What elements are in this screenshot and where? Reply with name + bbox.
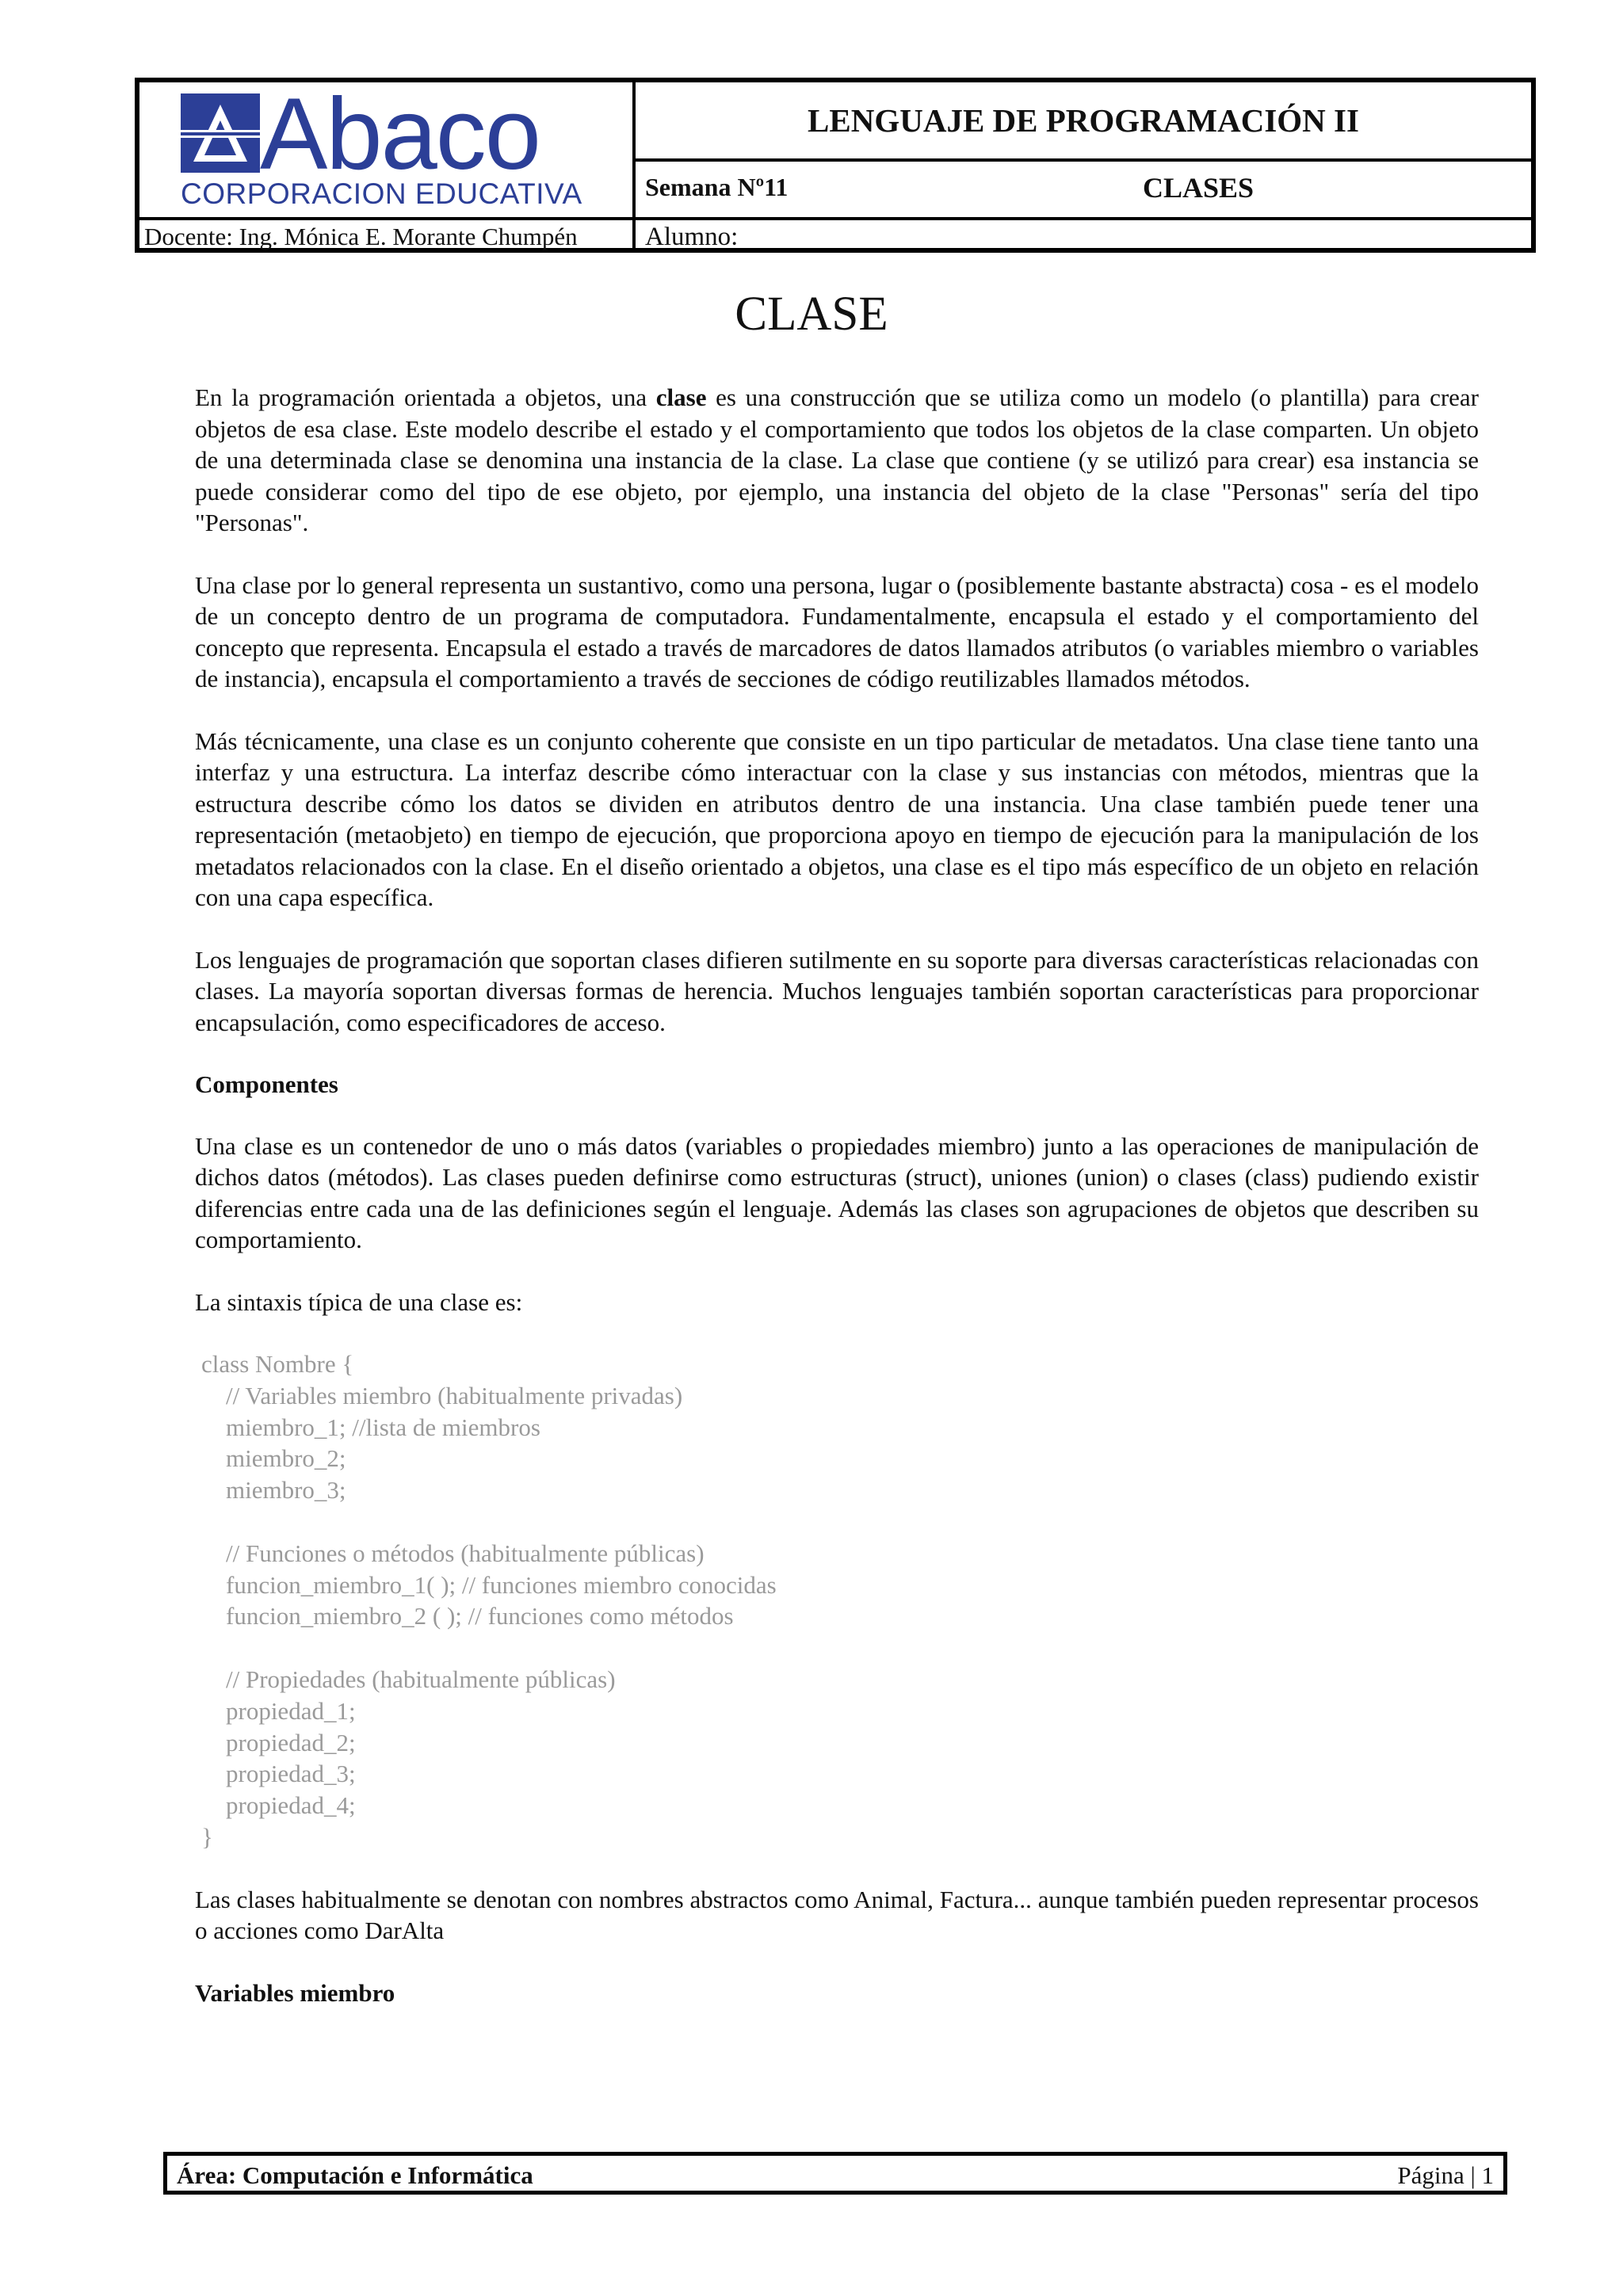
page-title: CLASE <box>735 288 888 341</box>
teacher-name: Docente: Ing. Mónica E. Morante Chumpén <box>139 220 636 248</box>
teacher-row <box>139 217 1531 251</box>
week-row <box>636 162 1531 217</box>
abaco-logo-icon <box>181 93 260 177</box>
code-block: class Nombre { // Variables miembro (habitualmente privadas) miembro_1; //lista de miembros miembro_2; miembro_3; // Funciones o métodos (habitualmente públicas) funcion_miembro_1( ); // funciones miembro conocidas funcion_miembro_2 ( ); // funciones como métodos // Propiedades (habitualmente públicas) propiedad_1; propiedad_2; propiedad_3; propiedad_4; } <box>201 1350 777 1851</box>
document-body <box>195 382 1479 2039</box>
paragraph-2: Una clase por lo general representa un sustantivo, como una persona, lugar o (posiblemente bastante abstracta) cosa - es el modelo de un concepto dentro de un programa de computadora. Fundamentalmente, encapsula el estado y el comportamiento del concepto que representa. Encapsula el estado a través de marcadores de datos llamados atributos (o variables miembro o variables de instancia), encapsula el comportamiento a través de secciones de código reutilizables llamados métodos. <box>195 570 1479 692</box>
week-label: Semana Nº11 <box>645 173 789 201</box>
logo-wordmark: Abaco <box>260 78 540 191</box>
heading-variables-miembro: Variables miembro <box>195 1978 395 2007</box>
abaco-logo <box>181 78 593 212</box>
topic-label: CLASES <box>1143 172 1254 204</box>
student-label: Alumno: <box>645 223 739 251</box>
paragraph-intro: En la programación orientada a objetos, una clase es una construcción que se utiliza como un modelo (o plantilla) para crear objetos de esa clase. Este modelo describe el estado y el comportamiento que todos los objetos de la clase comparten. Un objeto de una determinada clase se denomina una instancia de la clase. La clase que contiene (y se utilizó para crear) esa instancia se puede considerar como del tipo de ese objeto, por ejemplo, una instancia del objeto de la clase "Personas" sería del tipo "Personas". <box>195 383 1479 536</box>
header-table <box>135 78 1536 253</box>
logo-subtitle: CORPORACION EDUCATIVA <box>181 177 582 210</box>
paragraph-7: Las clases habitualmente se denotan con nombres abstractos como Animal, Factura... aunque también pueden representar procesos o acciones como DarAlta <box>195 1885 1479 1945</box>
paragraph-3: Más técnicamente, una clase es un conjunto coherente que consiste en un tipo particular de metadatos. Una clase tiene tanto una interfaz y una estructura. La interfaz describe cómo interactuar con la clase y sus instancias con métodos, mientras que la estructura describe cómo los datos se dividen en atributos dentro de una instancia. Una clase también puede tener una representación (metaobjeto) en tiempo de ejecución, que proporciona apoyo en tiempo de ejecución para la manipulación de los metadatos relacionados con la clase. En el diseño orientado a objetos, una clase es el tipo más específico de un objeto en relación con una capa específica. <box>195 727 1479 911</box>
paragraph-6: La sintaxis típica de una clase es: <box>195 1287 523 1316</box>
keyword-clase: clase <box>655 383 707 411</box>
logo-cell <box>139 78 636 217</box>
footer-area: Área: Computación e Informática <box>177 2161 533 2189</box>
page-number: Página | 1 <box>1397 2161 1494 2189</box>
paragraph-4: Los lenguajes de programación que soportan clases difieren sutilmente en su soporte para diversas características relacionadas con clases. La mayoría soportan diversas formas de herencia. Muchos lenguajes también soportan características para proporcionar encapsulación, como especificadores de acceso. <box>195 945 1479 1036</box>
paragraph-5: Una clase es un contenedor de uno o más datos (variables o propiedades miembro) junto a las operaciones de manipulación de dichos datos (métodos). Las clases pueden definirse como estructuras (struct), uniones (union) o clases (class) pudiendo existir diferencias entre cada una de las definiciones según el lenguaje. Además las clases son agrupaciones de objetos que describen su comportamiento. <box>195 1131 1479 1253</box>
heading-componentes: Componentes <box>195 1070 338 1098</box>
page-footer <box>163 2152 1507 2195</box>
course-title: LENGUAJE DE PROGRAMACIÓN II <box>636 82 1531 162</box>
